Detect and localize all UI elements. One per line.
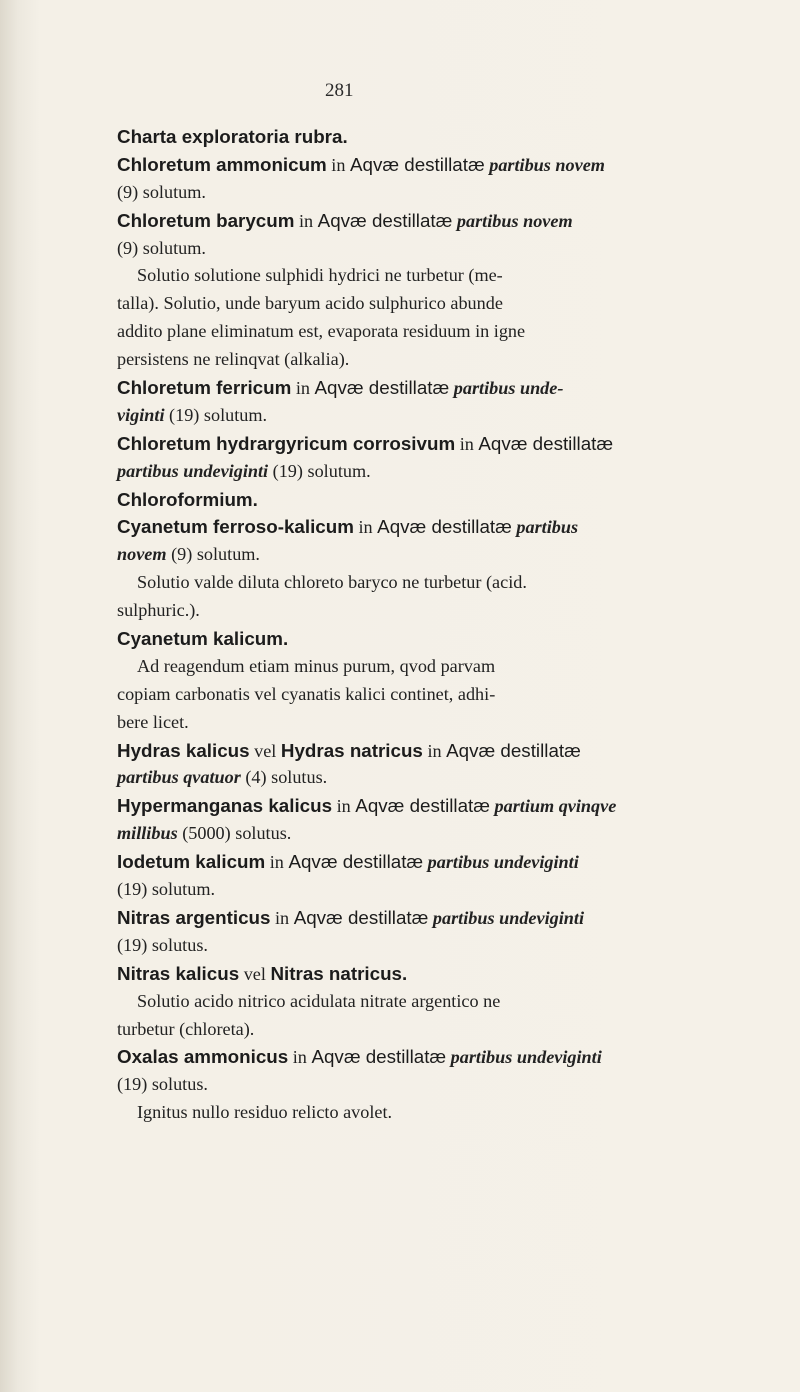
text-line bbox=[117, 1071, 757, 1099]
text-line bbox=[117, 904, 757, 932]
text-line bbox=[117, 1099, 757, 1127]
entry-heading: Chloretum hydrargyricum corrosivum bbox=[117, 432, 456, 454]
italic-phrase: partibus qvatuor bbox=[117, 767, 241, 788]
solvent-name: Aqvæ destillatæ bbox=[350, 153, 485, 175]
entry-heading: Oxalas ammonicus bbox=[117, 1046, 289, 1068]
entry-heading: Nitras kalicus bbox=[117, 962, 240, 984]
text-line bbox=[117, 486, 757, 514]
entry-heading: Hydras kalicus bbox=[117, 739, 250, 761]
text-span: Ignitus nullo residuo relicto avolet. bbox=[137, 1102, 393, 1123]
entry-heading: Nitras argenticus bbox=[117, 906, 271, 928]
text-line bbox=[117, 988, 757, 1016]
entry-heading: Chloroformium. bbox=[117, 488, 258, 510]
text-line bbox=[117, 123, 757, 151]
text-span: (19) solutum. bbox=[117, 879, 216, 900]
text-span: in bbox=[270, 907, 294, 928]
text-line bbox=[117, 876, 757, 904]
text-line bbox=[117, 262, 757, 290]
page-text bbox=[117, 123, 757, 1127]
italic-phrase: partibus unde- bbox=[449, 378, 564, 399]
entry-heading: Cyanetum ferroso-kalicum bbox=[117, 516, 354, 538]
text-span: bere licet. bbox=[117, 711, 189, 732]
entry-heading: Chloretum ferricum bbox=[117, 377, 292, 399]
italic-phrase: partibus novem bbox=[452, 210, 573, 231]
text-line bbox=[117, 458, 757, 486]
entry-heading: Hydras natricus bbox=[280, 739, 423, 761]
text-span: talla). Solutio, unde baryum acido sulphurico abunde bbox=[117, 293, 503, 314]
text-line bbox=[117, 513, 757, 541]
solvent-name: Aqvæ destillatæ bbox=[355, 795, 490, 817]
text-span: in bbox=[291, 378, 315, 399]
text-span: Solutio solutione sulphidi hydrici ne turbetur (me- bbox=[137, 265, 503, 286]
text-span: in bbox=[422, 740, 447, 761]
italic-phrase: novem bbox=[117, 544, 167, 565]
text-line bbox=[117, 737, 757, 765]
text-span: addito plane eliminatum est, evaporata residuum in igne bbox=[117, 321, 526, 342]
text-span: vel bbox=[249, 740, 281, 761]
italic-phrase: partibus novem bbox=[484, 154, 605, 175]
text-span: in bbox=[332, 796, 356, 817]
text-line bbox=[117, 820, 757, 848]
text-span: Solutio acido nitrico acidulata nitrate argentico ne bbox=[137, 990, 501, 1011]
italic-phrase: viginti bbox=[117, 404, 165, 425]
italic-phrase: partibus undeviginti bbox=[428, 907, 585, 928]
text-line bbox=[117, 932, 757, 960]
solvent-name: Aqvæ destillatæ bbox=[377, 516, 512, 538]
entry-heading: Nitras natricus. bbox=[270, 962, 408, 984]
solvent-name: Aqvæ destillatæ bbox=[311, 1046, 447, 1068]
text-line bbox=[117, 569, 757, 597]
text-line bbox=[117, 402, 757, 430]
text-span: sulphuric.). bbox=[117, 600, 200, 621]
text-line bbox=[117, 430, 757, 458]
entry-heading: Iodetum kalicum bbox=[117, 851, 266, 873]
solvent-name: Aqvæ destillatæ bbox=[314, 377, 450, 399]
text-line bbox=[117, 848, 757, 876]
text-span: in bbox=[294, 210, 318, 231]
entry-heading: Charta exploratoria rubra. bbox=[117, 126, 348, 147]
text-line bbox=[117, 625, 757, 653]
text-line bbox=[117, 235, 757, 263]
text-span: turbetur (chloreta). bbox=[117, 1018, 255, 1039]
text-span: vel bbox=[239, 963, 271, 984]
text-line bbox=[117, 151, 757, 179]
text-span: (5000) solutus. bbox=[177, 823, 292, 844]
text-line bbox=[117, 960, 757, 988]
text-line bbox=[117, 207, 757, 235]
text-line bbox=[117, 597, 757, 625]
text-line bbox=[117, 1016, 757, 1044]
italic-phrase: partibus bbox=[511, 517, 579, 538]
text-span: persistens ne relinqvat (alkalia). bbox=[117, 349, 350, 370]
entry-heading: Hypermanganas kalicus bbox=[117, 795, 333, 817]
italic-phrase: partibus undeviginti bbox=[423, 852, 579, 873]
solvent-name: Aqvæ destillatæ bbox=[317, 209, 453, 231]
solvent-name: Aqvæ destillatæ bbox=[288, 851, 424, 873]
text-line bbox=[117, 653, 757, 681]
text-span: (9) solutum. bbox=[117, 181, 206, 202]
solvent-name: Aqvæ destillatæ bbox=[446, 739, 581, 761]
text-span: in bbox=[265, 852, 289, 873]
text-span: (19) solutus. bbox=[117, 1074, 208, 1095]
entry-heading: Chloretum ammonicum bbox=[117, 153, 327, 175]
text-span: Solutio valde diluta chloreto baryco ne turbetur (acid. bbox=[137, 572, 527, 593]
text-line bbox=[117, 290, 757, 318]
text-span: (9) solutum. bbox=[166, 544, 260, 565]
text-line bbox=[117, 179, 757, 207]
text-line bbox=[117, 681, 757, 709]
text-span: (19) solutus. bbox=[117, 934, 208, 955]
text-span: copiam carbonatis vel cyanatis kalici continet, adhi- bbox=[117, 683, 496, 704]
entry-heading: Chloretum barycum bbox=[117, 209, 295, 231]
text-span: (4) solutus. bbox=[240, 767, 328, 788]
text-line bbox=[117, 541, 757, 569]
text-span: (9) solutum. bbox=[117, 237, 206, 258]
text-line bbox=[117, 792, 757, 820]
text-line bbox=[117, 1043, 757, 1071]
text-line bbox=[117, 318, 757, 346]
italic-phrase: millibus bbox=[117, 823, 178, 844]
solvent-name: Aqvæ destillatæ bbox=[478, 432, 614, 454]
text-line bbox=[117, 764, 757, 792]
italic-phrase: partium qvinqve bbox=[489, 796, 617, 817]
text-span: Ad reagendum etiam minus purum, qvod parvam bbox=[137, 655, 496, 676]
text-span: in bbox=[455, 433, 479, 454]
solvent-name: Aqvæ destillatæ bbox=[293, 906, 429, 928]
text-line bbox=[117, 374, 757, 402]
text-span: in bbox=[288, 1047, 312, 1068]
text-line bbox=[117, 709, 757, 737]
text-span: (19) solutum. bbox=[164, 404, 268, 425]
italic-phrase: partibus undeviginti bbox=[117, 460, 269, 481]
italic-phrase: partibus undeviginti bbox=[446, 1047, 602, 1068]
text-span: (19) solutum. bbox=[268, 460, 371, 481]
text-span: in bbox=[353, 517, 378, 538]
text-span: in bbox=[326, 154, 350, 175]
text-line bbox=[117, 346, 757, 374]
entry-heading: Cyanetum kalicum. bbox=[117, 628, 289, 650]
page-number: 281 bbox=[325, 80, 354, 101]
